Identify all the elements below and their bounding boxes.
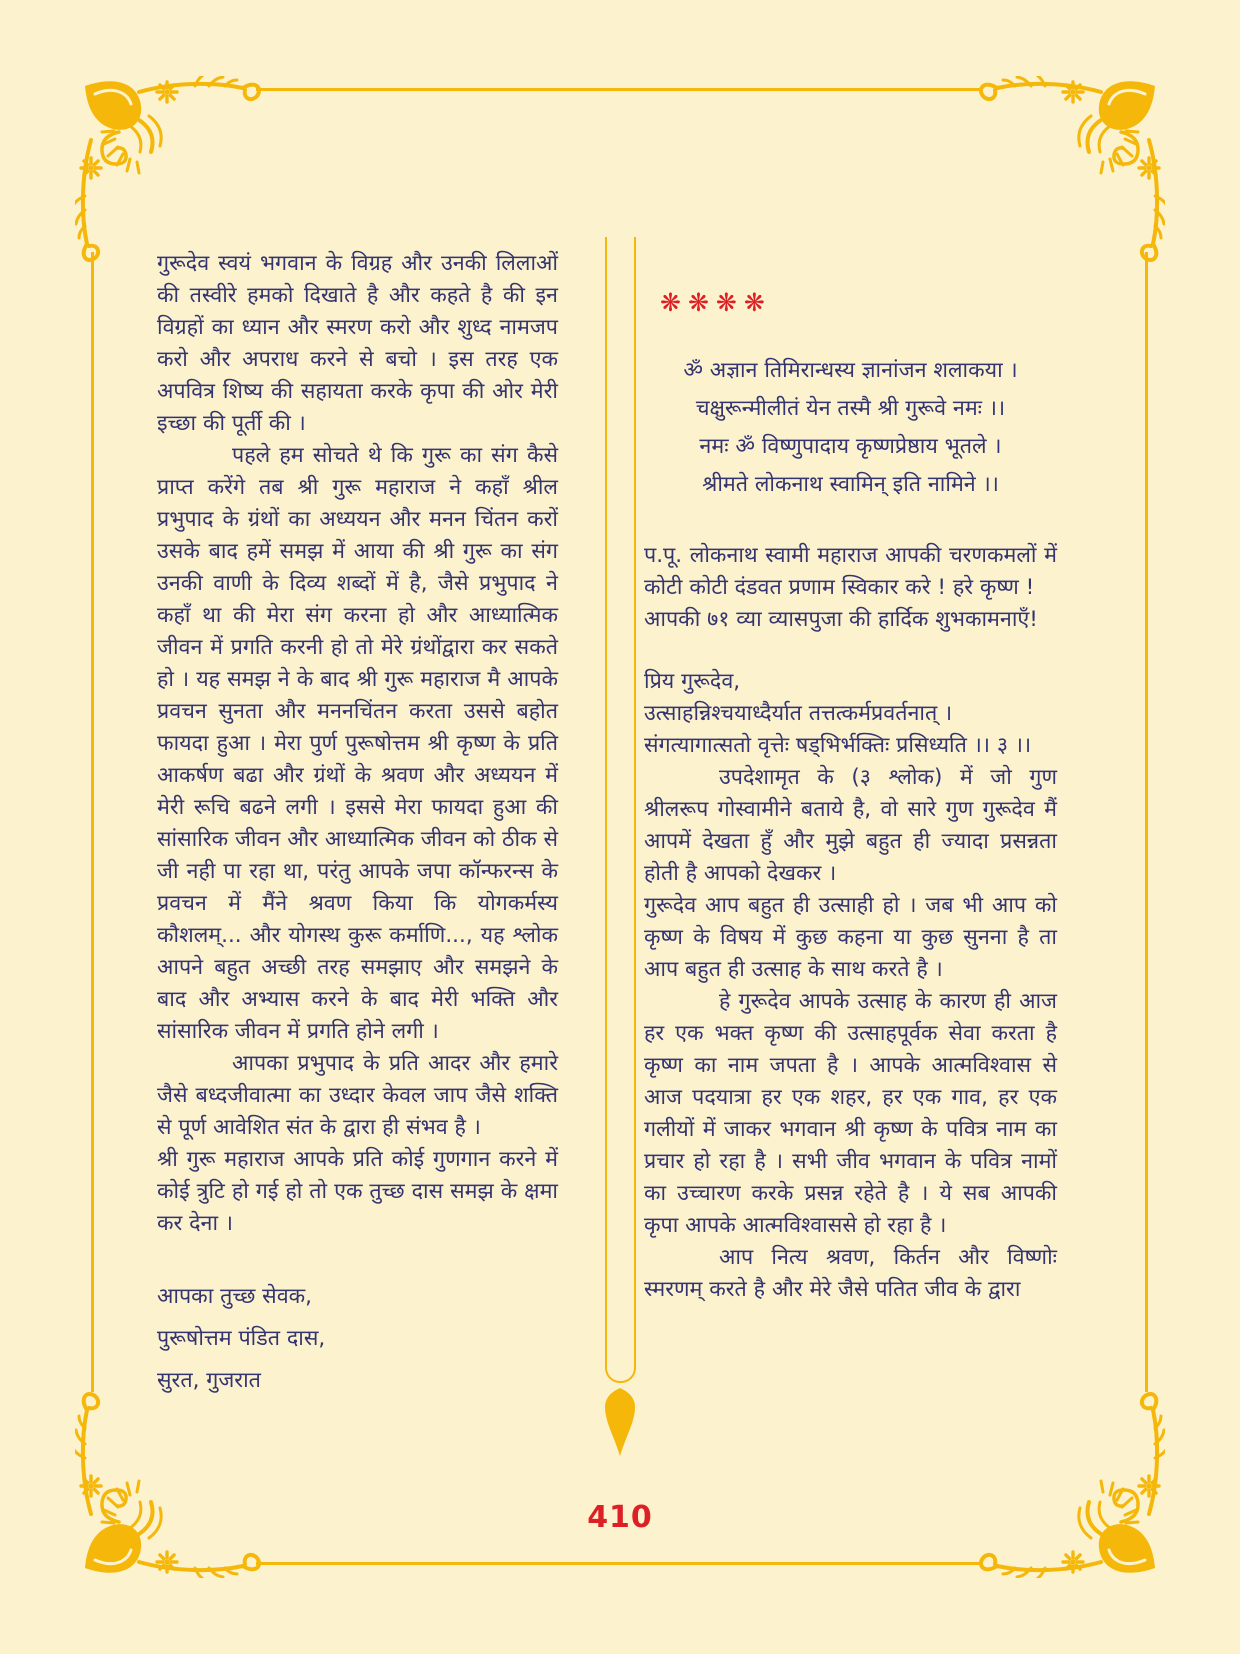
invocation-line: चक्षुरून्मीलीतं येन तस्मै श्री गुरूवे नमः ।।	[695, 396, 1006, 421]
salutation-line: प्रिय गुरूदेव,	[644, 669, 741, 694]
verse-line: संगत्यागात्सतो वृत्तेः षड्भिर्भक्तिः प्रसिध्यति ।। ३ ।।	[644, 733, 1032, 758]
floral-corner-ornament-bottom-left-icon	[75, 1388, 265, 1578]
paragraph: आपका प्रभुपाद के प्रति आदर और हमारे जैसे बध्दजीवात्मा का उध्दार केवल जाप जैसे शक्ति से पूर्ण आवेशित संत के द्वारा ही संभव है ।	[157, 1051, 558, 1140]
stars-separator: ❋❋❋❋	[660, 288, 772, 317]
frame-top-line	[256, 88, 982, 91]
paragraph: पहले हम सोचते थे कि गुरू का संग कैसे प्राप्त करेंगे तब श्री गुरू महाराज ने कहाँ श्रील प्रभुपाद के ग्रंथों का अध्ययन और मनन चिंतन करों उसके बाद हमें समझ में आया की श्री गुरू का संग उनकी वाणी के दिव्य शब्दों में है, जैसे प्रभुपाद ने कहाँ था की मेरा संग करना हो और आध्यात्मिक जीवन में प्रगति करनी हो तो मेरे ग्रंथोंद्वारा कर सकते हो । यह समझ ने के बाद श्री गुरू महाराज मै आपके प्रवचन सुनता और मननचिंतन करता उससे बहोत फायदा हुआ । मेरा पुर्ण पुरूषोत्तम श्री कृष्ण के प्रति आकर्षण बढा और ग्रंथों के श्रवण और अध्ययन में मेरी रूचि बढने लगी । इससे मेरा फायदा हुआ की सांसारिक जीवन और आध्यात्मिक जीवन को ठीक से जी नही पा रहा था, परंतु आपके जपा कॉन्फरन्स के प्रवचन में मैंने श्रवण किया कि योगकर्मस्य कौशलम्... और योगस्थ कुरू कर्माणि..., यह श्लोक आपने बहुत अच्छी तरह समझाए और समझने के बाद और अभ्यास करने के बाद मेरी भक्ति और सांसारिक जीवन में प्रगति होने लगी ।	[157, 443, 558, 1044]
paragraph: आपकी ७१ व्या व्यासपुजा की हार्दिक शुभकामनाएँ!	[644, 607, 1038, 632]
frame-right-line	[1145, 252, 1148, 1392]
paragraph: प.पू. लोकनाथ स्वामी महाराज आपकी चरणकमलों में कोटी कोटी दंडवत प्रणाम स्विकार करे ! हरे कृष्ण !	[644, 543, 1057, 600]
paragraph: श्री गुरू महाराज आपके प्रति कोई गुणगान करने में कोई त्रुटि हो गई हो तो एक तुच्छ दास समझ के क्षमा कर देना ।	[157, 1147, 558, 1236]
invocation-verse-block	[644, 352, 1057, 504]
frame-bottom-line	[256, 1562, 982, 1565]
signature-block	[157, 1276, 558, 1402]
paragraph: उपदेशामृत के (३ श्लोक) में जो गुण श्रीलरूप गोस्वामीने बताये है, वो सारे गुण गुरूदेव मैं आपमें देखता हुँ और मुझे बहुत ही ज्यादा प्रसन्नता होती है आपको देखकर ।	[644, 765, 1057, 886]
frame-left-line	[91, 252, 94, 1392]
floral-corner-ornament-top-right-icon	[975, 76, 1165, 266]
right-column	[644, 286, 1057, 1306]
pen-nib-drop-icon	[602, 1386, 638, 1458]
floral-corner-ornament-bottom-right-icon	[975, 1388, 1165, 1578]
signature-name-line: पुरूषोत्तम पंडित दास,	[157, 1326, 326, 1351]
page-number: 410	[587, 1500, 653, 1535]
floral-corner-ornament-top-left-icon	[75, 76, 265, 266]
verse-line: उत्साहन्निश्चयाध्दैर्यात तत्तत्कर्मप्रवर्तनात् ।	[644, 701, 953, 726]
paragraph: गुरूदेव आप बहुत ही उत्साही हो । जब भी आप को कृष्ण के विषय में कुछ कहना या कुछ सुनना है ता आप बहुत ही उत्साह के साथ करते है ।	[644, 893, 1057, 982]
paragraph: हे गुरूदेव आपके उत्साह के कारण ही आज हर एक भक्त कृष्ण की उत्साहपूर्वक सेवा करता है कृष्ण का नाम जपता है । आपके आत्मविश्वास से आज पदयात्रा हर एक शहर, हर एक गाव, हर एक गलीयों में जाकर भगवान श्री कृष्ण के पवित्र नाम का प्रचार हो रहा है । सभी जीव भगवान के पवित्र नामों का उच्चारण करके प्रसन्न रहेते है । ये सब आपकी कृपा आपके आत्मविश्वाससे हो रहा है ।	[644, 989, 1057, 1238]
signature-place-line: सुरत, गुजरात	[157, 1368, 261, 1393]
paragraph: आप नित्य श्रवण, किर्तन और विष्णोः स्मरणम् करते है और मेरे जैसे पतित जीव के द्वारा	[644, 1245, 1057, 1302]
signature-servant-line: आपका तुच्छ सेवक,	[157, 1284, 313, 1309]
invocation-line: ॐ अज्ञान तिमिरान्धस्य ज्ञानांजन शलाकया ।	[683, 358, 1018, 383]
left-column	[157, 248, 558, 1402]
invocation-line: श्रीमते लोकनाथ स्वामिन् इति नामिने ।।	[702, 472, 999, 497]
invocation-line: नमः ॐ विष्णुपादाय कृष्णप्रेष्ठाय भूतले ।	[699, 434, 1002, 459]
column-divider	[605, 237, 636, 1383]
paragraph: गुरूदेव स्वयं भगवान के विग्रह और उनकी लिलाओं की तस्वीरे हमको दिखाते है और कहते है की इन विग्रहों का ध्यान और स्मरण करो और शुध्द नामजप करो और अपराध करने से बचो । इस तरह एक अपवित्र शिष्य की सहायता करके कृपा की ओर मेरी इच्छा की पूर्ती की ।	[157, 251, 558, 436]
